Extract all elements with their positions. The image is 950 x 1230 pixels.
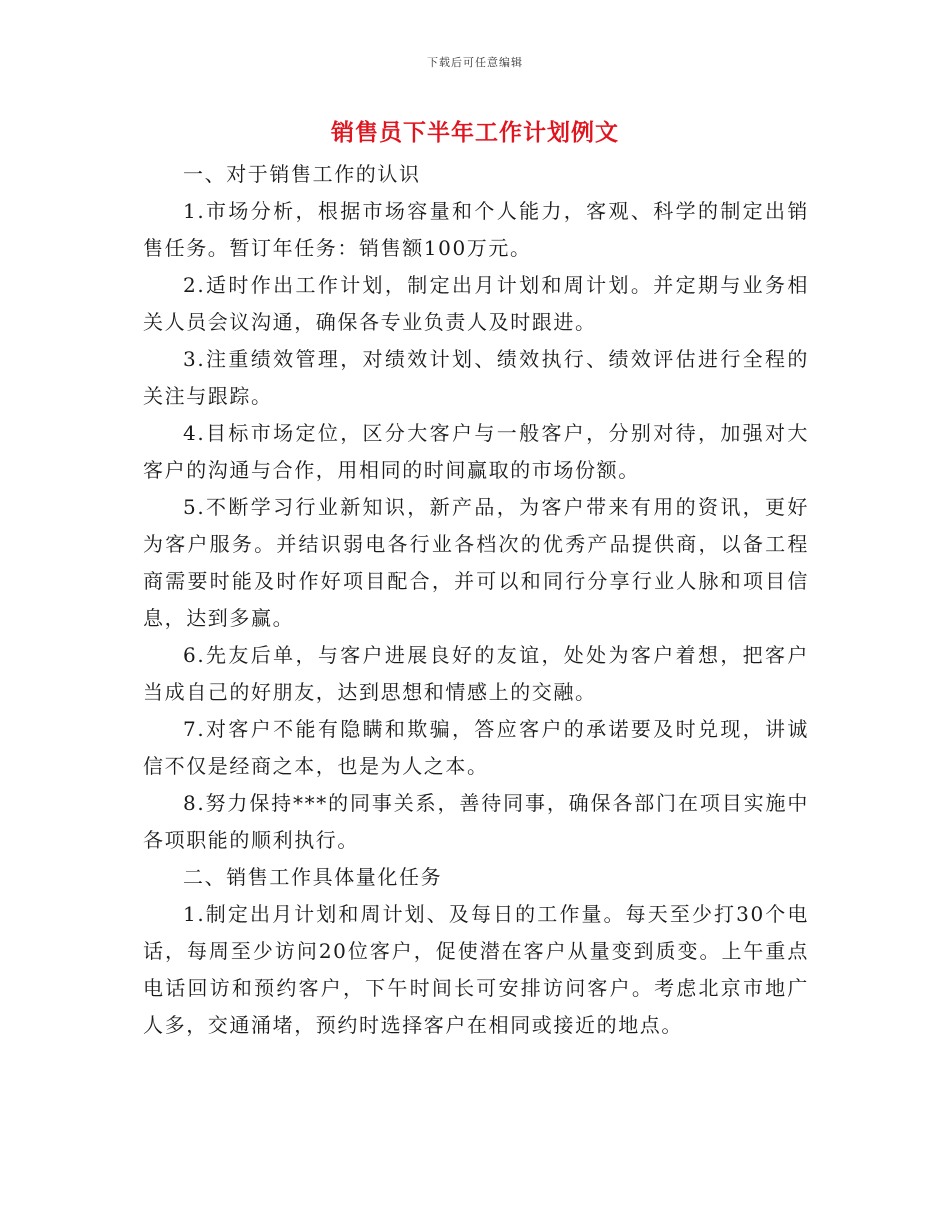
- paragraph-item-2: 2.适时作出工作计划，制定出月计划和周计划。并定期与业务相关人员会议沟通，确保各专业负责人及时跟进。: [143, 273, 809, 334]
- document-title: 销售员下半年工作计划例文: [331, 119, 619, 146]
- paragraph-item-5: 5.不断学习行业新知识，新产品，为客户带来有用的资讯，更好为客户服务。并结识弱电各行业各档次的优秀产品提供商，以备工程商需要时能及时作好项目配合，并可以和同行分享行业人脉和项目信息，达到多赢。: [143, 495, 809, 630]
- paragraph-item-3: 3.注重绩效管理，对绩效计划、绩效执行、绩效评估进行全程的关注与跟踪。: [143, 347, 809, 408]
- paragraph-item-6: 6.先友后单，与客户进展良好的友谊，处处为客户着想，把客户当成自己的好朋友，达到思想和情感上的交融。: [143, 643, 809, 704]
- document-body: [143, 156, 809, 1044]
- paragraph-item-1: 1.市场分析，根据市场容量和个人能力，客观、科学的制定出销售任务。暂订年任务：销售额100万元。: [143, 199, 809, 260]
- paragraph-item-8: 8.努力保持***的同事关系，善待同事，确保各部门在项目实施中各项职能的顺利执行。: [143, 791, 809, 852]
- section-heading-2: 二、销售工作具体量化任务: [183, 865, 443, 889]
- paragraph-item-4: 4.目标市场定位，区分大客户与一般客户，分别对待，加强对大客户的沟通与合作，用相同的时间赢取的市场份额。: [143, 421, 809, 482]
- paragraph-item-7: 7.对客户不能有隐瞒和欺骗，答应客户的承诺要及时兑现，讲诚信不仅是经商之本，也是为人之本。: [143, 717, 809, 778]
- paragraph-task-1: 1.制定出月计划和周计划、及每日的工作量。每天至少打30个电话，每周至少访问20位客户，促使潜在客户从量变到质变。上午重点电话回访和预约客户，下午时间长可安排访问客户。考虑北京市地广人多，交通涌堵，预约时选择客户在相同或接近的地点。: [143, 902, 809, 1037]
- header-note: 下载后可任意编辑: [427, 56, 523, 69]
- section-heading-1: 一、对于销售工作的认识: [183, 162, 421, 186]
